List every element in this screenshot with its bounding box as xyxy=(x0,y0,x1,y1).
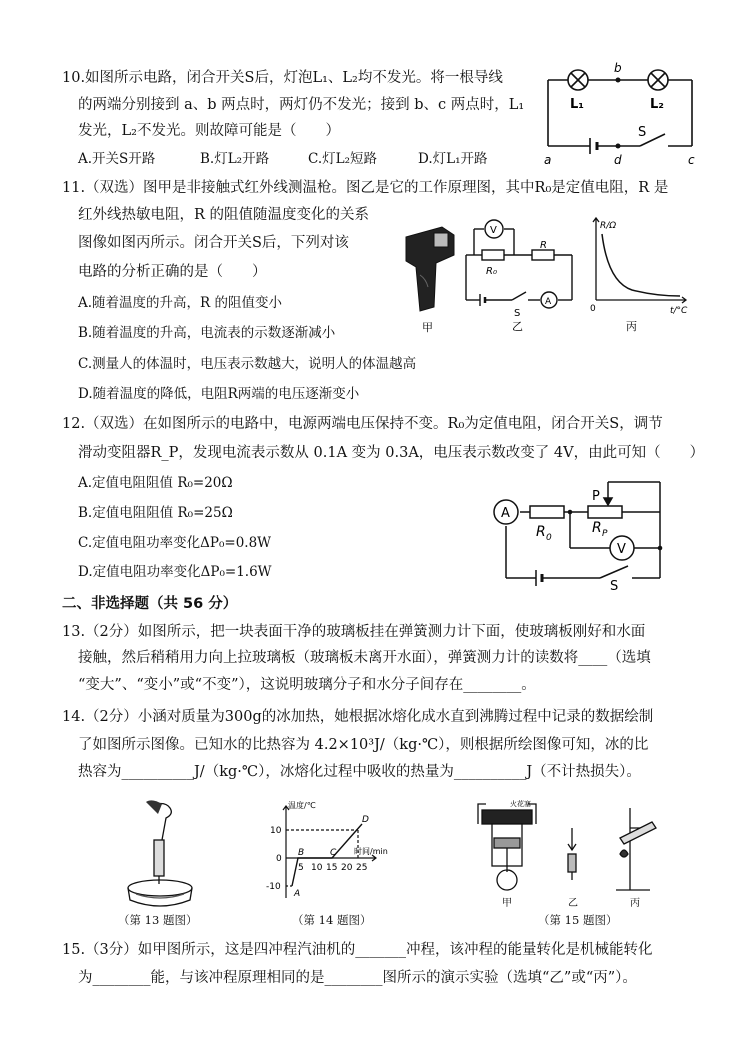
q11-fig-jia-label: 甲 xyxy=(422,321,433,334)
q11-r0-label: R₀ xyxy=(486,266,497,277)
q10-line-1: 10.如图所示电路，闭合开关S后，灯泡L₁、L₂均不发光。将一根导线 xyxy=(62,70,503,86)
q15-line-1: 15.（3分）如甲图所示，这是四冲程汽油机的_______冲程，该冲程的能量转化是机械能转化 xyxy=(62,942,653,958)
q14-ytick-0: 0 xyxy=(276,854,282,864)
q11-switch-label: S xyxy=(514,308,521,319)
q12-line-2: 滑动变阻器R_P，发现电流表示数从 0.1A 变为 0.3A，电压表示数改变了 4V，由此可知（ ） xyxy=(78,445,705,461)
q14-xtick-20: 20 xyxy=(341,863,353,873)
q10-point-d: d xyxy=(614,153,622,167)
q12-ammeter-label: A xyxy=(501,506,510,521)
q14-graph-xlabel: 时间/min xyxy=(354,847,388,856)
q14-line-3: 热容为__________J/（kg·℃），冰熔化过程中吸收的热量为__________J（不计热损失）。 xyxy=(78,764,641,780)
q10-circuit-diagram xyxy=(540,58,705,168)
q11-option-d: D.随着温度的降低，电阻R两端的电压逐渐变小 xyxy=(78,386,360,402)
q15-engine-figures xyxy=(470,798,670,910)
q10-option-d: D.灯L₁开路 xyxy=(418,151,488,167)
q14-graph-ylabel: 温度/℃ xyxy=(288,801,316,810)
q10-line-3: 发光，L₂不发光。则故障可能是（ ） xyxy=(78,123,340,139)
q10-point-a: a xyxy=(544,153,552,167)
q11-circuit-figure xyxy=(462,212,580,334)
q13-line-2: 接触，然后稍稍用力向上拉玻璃板（玻璃板未离开水面），弹簧测力计的读数将____（选填 xyxy=(78,650,651,666)
q13-figure-caption: （第 13 题图） xyxy=(118,913,198,927)
q12-option-d: D.定值电阻功率变化ΔP₀=1.6W xyxy=(78,564,272,580)
q11-line-2: 红外线热敏电阻，R 的阻值随温度变化的关系 xyxy=(78,207,370,223)
q15-fig-yi-label: 乙 xyxy=(568,898,578,909)
q11-graph-origin: 0 xyxy=(590,304,596,314)
q11-line-4: 电路的分析正确的是（ ） xyxy=(78,264,267,280)
q12-slider-p-label: P xyxy=(592,489,600,504)
q11-option-a: A.随着温度的升高，R 的阻值变小 xyxy=(78,295,282,311)
q14-point-d: D xyxy=(362,815,369,825)
q12-line-1: 12.（双选）在如图所示的电路中，电源两端电压保持不变。R₀为定值电阻，闭合开关S，调节 xyxy=(62,416,663,432)
q13-line-3: “变大”、“变小”或“不变”），这说明玻璃分子和水分子间存在________。 xyxy=(78,677,536,693)
q10-point-c: c xyxy=(688,153,695,167)
q12-option-c: C.定值电阻功率变化ΔP₀=0.8W xyxy=(78,535,272,551)
q10-lamp-l2: L₂ xyxy=(650,97,664,112)
q15-line-2: 为________能，与该冲程原理相同的是________图所示的演示实验（选填“乙”或“丙”）。 xyxy=(78,970,637,986)
q11-r-label: R xyxy=(540,240,547,251)
q14-figure-caption: （第 14 题图） xyxy=(292,913,372,927)
q11-fig-yi-label: 乙 xyxy=(512,320,523,333)
q15-fig-jia-label: 甲 xyxy=(502,898,512,909)
q10-line-2: 的两端分别接到 a、b 两点时，两灯仍不发光；接到 b、c 两点时，L₁ xyxy=(78,97,525,113)
q12-voltmeter-label: V xyxy=(617,542,626,557)
q13-line-1: 13.（2分）如图所示，把一块表面干净的玻璃板挂在弹簧测力计下面，使玻璃板刚好和水面 xyxy=(62,624,646,640)
q12-rp-label: R xyxy=(592,520,602,536)
q13-figure-glass-plate xyxy=(118,800,198,910)
q10-option-c: C.灯L₂短路 xyxy=(308,151,378,167)
q11-option-c: C.测量人的体温时，电压表示数越大，说明人的体温越高 xyxy=(78,356,417,372)
q10-option-a: A.开关S开路 xyxy=(78,151,156,167)
q11-ammeter-label: A xyxy=(545,297,552,307)
q14-ytick-10: 10 xyxy=(270,826,282,836)
q14-temperature-time-graph xyxy=(258,800,393,910)
q12-r0-label: R xyxy=(536,524,546,540)
q14-line-1: 14.（2分）小涵对质量为300g的冰加热，她根据冰熔化成水直到沸腾过程中记录的数据绘制 xyxy=(62,709,654,725)
q12-rp-subscript: P xyxy=(602,529,608,539)
q14-xtick-5: 5 xyxy=(298,863,304,873)
q12-option-b: B.定值电阻阻值 R₀=25Ω xyxy=(78,505,233,521)
q11-resistance-temperature-graph xyxy=(582,212,692,334)
section-heading-non-choice: 二、非选择题（共 56 分） xyxy=(62,596,238,612)
q15-fig-bing-label: 丙 xyxy=(630,898,640,909)
q11-fig-bing-label: 丙 xyxy=(626,320,637,333)
q14-xtick-25: 25 xyxy=(356,863,368,873)
q14-point-a: A xyxy=(294,889,301,899)
q10-option-b: B.灯L₂开路 xyxy=(200,151,270,167)
q14-xtick-15: 15 xyxy=(326,863,338,873)
q12-r0-subscript: 0 xyxy=(546,533,552,543)
q10-point-b: b xyxy=(614,61,622,75)
q11-line-1: 11.（双选）图甲是非接触式红外线测温枪。图乙是它的工作原理图，其中R₀是定值电阻，R 是 xyxy=(62,180,669,196)
q12-circuit-diagram xyxy=(488,470,678,590)
q14-xtick-10: 10 xyxy=(311,863,323,873)
q15-figure-caption: （第 15 题图） xyxy=(538,913,618,927)
q11-voltmeter-label: V xyxy=(490,225,497,236)
q12-option-a: A.定值电阻阻值 R₀=20Ω xyxy=(78,475,233,491)
q10-switch-s: S xyxy=(638,125,647,140)
q12-switch-label: S xyxy=(610,579,619,590)
q14-ytick-neg10: -10 xyxy=(266,882,281,892)
q11-line-3: 图像如图丙所示。闭合开关S后，下列对该 xyxy=(78,235,349,251)
q10-lamp-l1: L₁ xyxy=(570,97,584,112)
q14-line-2: 了如图所示图像。已知水的比热容为 4.2×10³J/（kg·℃），则根据所绘图像可知，冰的比 xyxy=(78,737,649,753)
q14-point-b: B xyxy=(298,848,305,858)
q11-graph-ylabel: R/Ω xyxy=(600,221,617,231)
q15-spark-plug-label: 火花塞 xyxy=(510,800,531,808)
q14-point-c: C xyxy=(330,848,337,858)
q11-option-b: B.随着温度的升高，电流表的示数逐渐减小 xyxy=(78,325,336,341)
q11-thermometer-gun-figure xyxy=(398,215,460,335)
q11-graph-xlabel: t/°C xyxy=(670,306,688,316)
